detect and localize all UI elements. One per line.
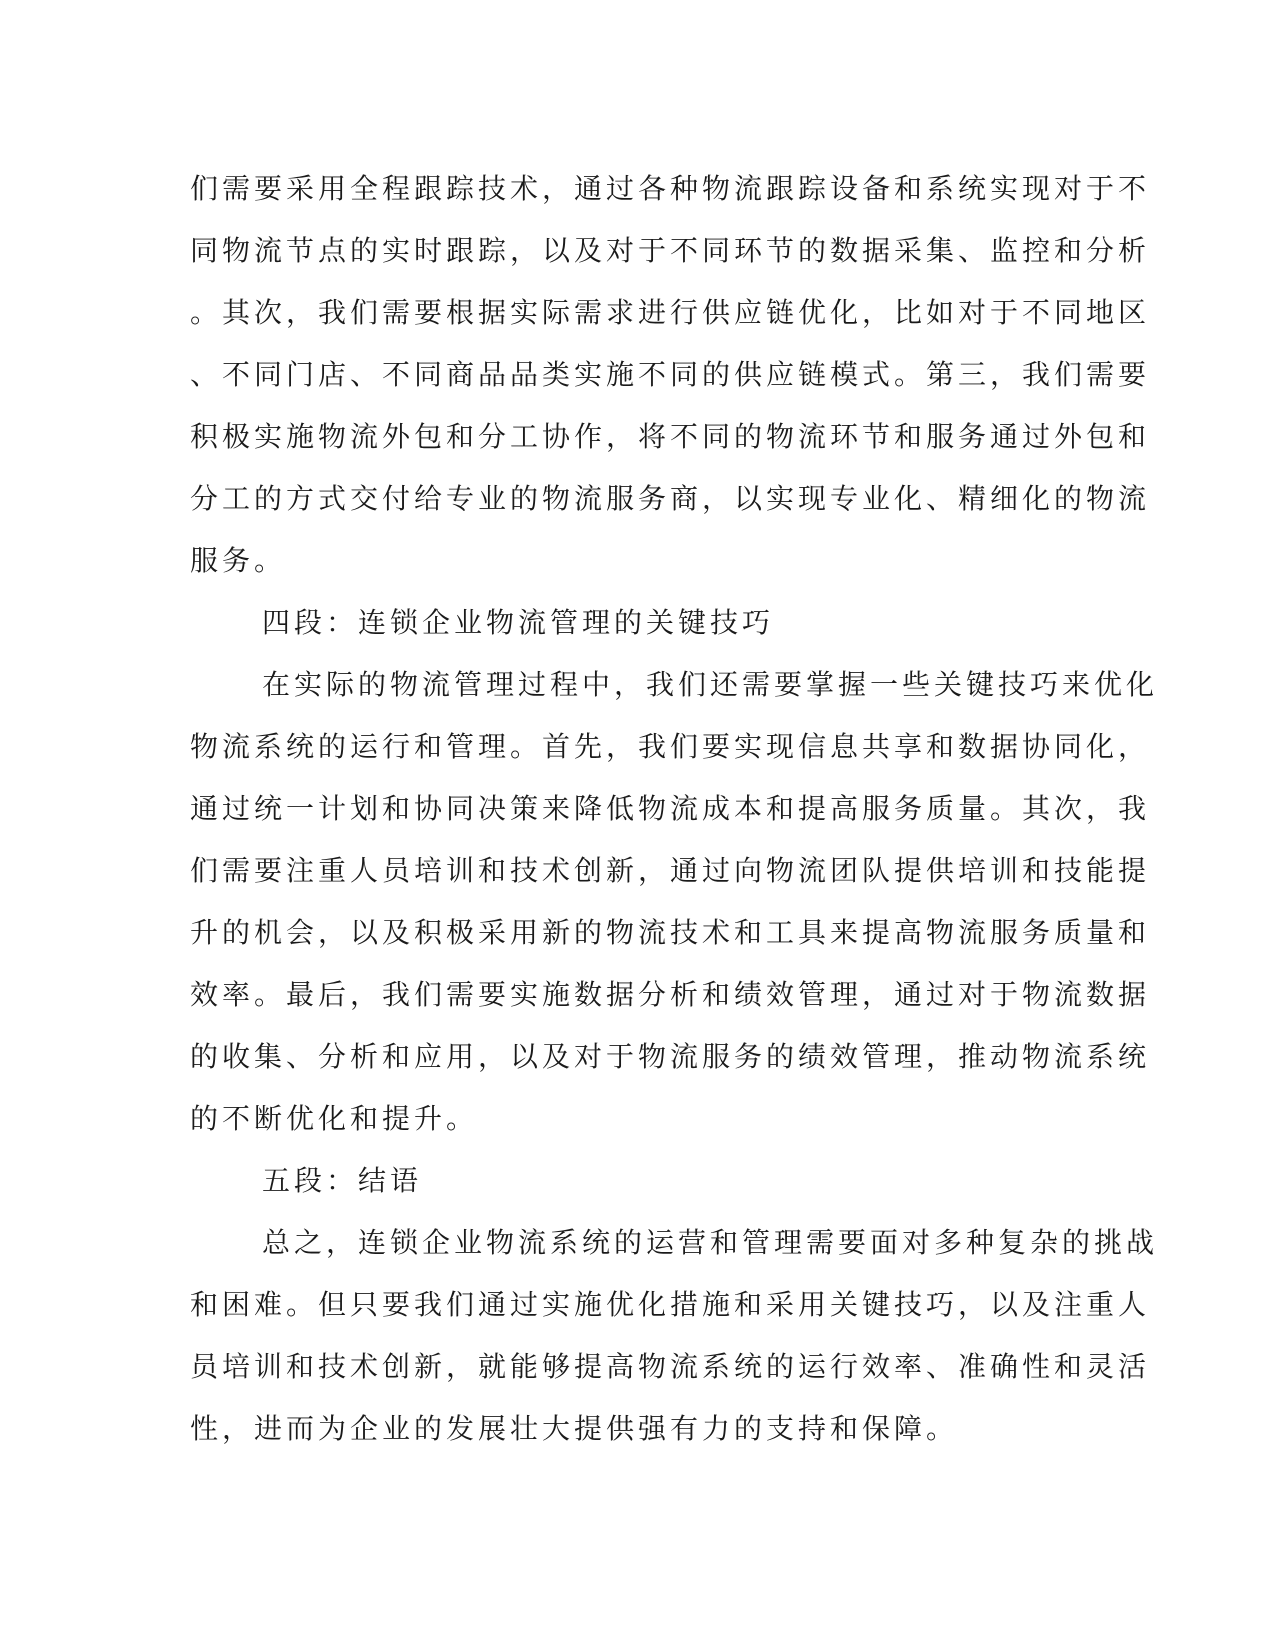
section-heading: 五段：结语 — [262, 1164, 423, 1197]
text-line: 服务。 — [190, 544, 287, 577]
document-body — [190, 158, 1159, 1460]
text-line: 性，进而为企业的发展壮大提供强有力的支持和保障。 — [190, 1412, 959, 1445]
section-heading: 四段：连锁企业物流管理的关键技巧 — [262, 606, 775, 639]
text-line: 员培训和技术创新，就能够提高物流系统的运行效率、准确性和灵活 — [190, 1350, 1151, 1383]
text-line: 积极实施物流外包和分工协作，将不同的物流环节和服务通过外包和 — [190, 420, 1151, 453]
text-line: 通过统一计划和协同决策来降低物流成本和提高服务质量。其次，我 — [190, 792, 1151, 825]
text-line: 和困难。但只要我们通过实施优化措施和采用关键技巧，以及注重人 — [190, 1288, 1151, 1321]
text-line: 们需要注重人员培训和技术创新，通过向物流团队提供培训和技能提 — [190, 854, 1151, 887]
paragraph-first-line: 在实际的物流管理过程中，我们还需要掌握一些关键技巧来优化 — [262, 668, 1159, 701]
text-line: 的不断优化和提升。 — [190, 1102, 479, 1135]
text-line: 们需要采用全程跟踪技术，通过各种物流跟踪设备和系统实现对于不 — [190, 172, 1151, 205]
text-line: 。其次，我们需要根据实际需求进行供应链优化，比如对于不同地区 — [190, 296, 1151, 329]
text-line: 物流系统的运行和管理。首先，我们要实现信息共享和数据协同化， — [190, 730, 1151, 763]
text-line: 升的机会，以及积极采用新的物流技术和工具来提高物流服务质量和 — [190, 916, 1151, 949]
text-line: 的收集、分析和应用，以及对于物流服务的绩效管理，推动物流系统 — [190, 1040, 1151, 1073]
paragraph-first-line: 总之，连锁企业物流系统的运营和管理需要面对多种复杂的挑战 — [262, 1226, 1159, 1259]
text-line: 效率。最后，我们需要实施数据分析和绩效管理，通过对于物流数据 — [190, 978, 1151, 1011]
text-line: 同物流节点的实时跟踪，以及对于不同环节的数据采集、监控和分析 — [190, 234, 1151, 267]
text-line: 分工的方式交付给专业的物流服务商，以实现专业化、精细化的物流 — [190, 482, 1151, 515]
text-line: 、不同门店、不同商品品类实施不同的供应链模式。第三，我们需要 — [190, 358, 1151, 391]
